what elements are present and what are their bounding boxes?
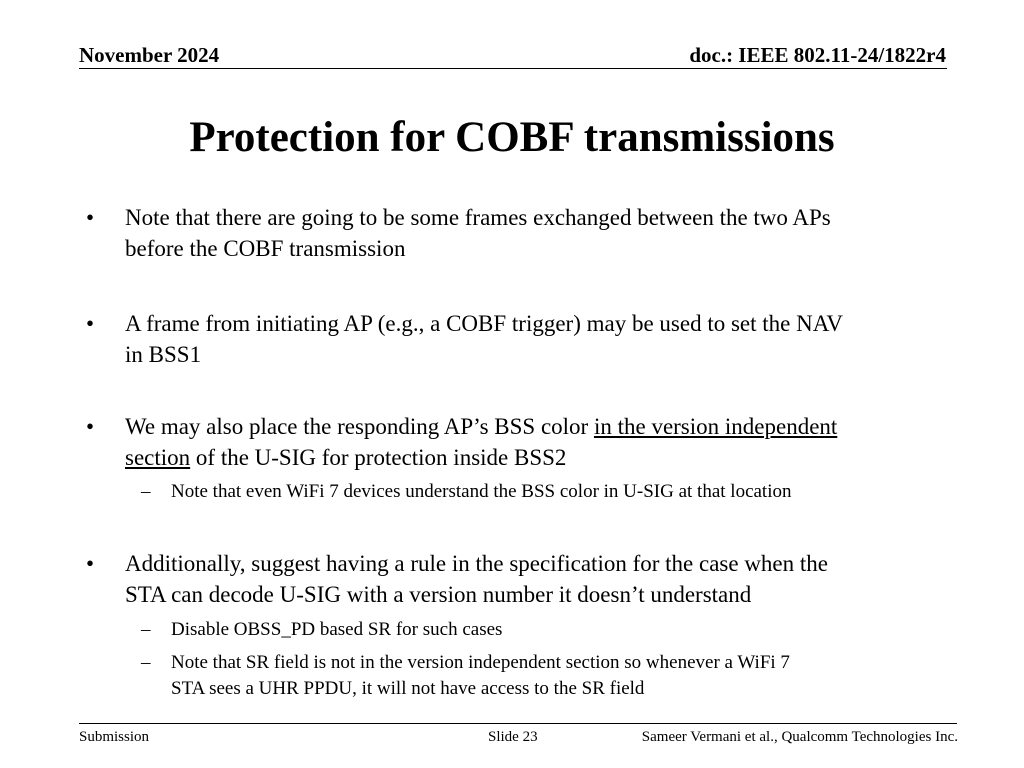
bullet-4-sub-2-line-1: Note that SR field is not in the version independent section so whenever a WiFi 7 <box>171 652 790 673</box>
bullet-4-line-2: STA can decode U-SIG with a version number it doesn’t understand <box>125 582 752 607</box>
sub-bullet-dash: – <box>141 481 151 502</box>
bullet-3-line-1 <box>125 412 837 442</box>
bullet-3-text-end: of the U-SIG for protection inside BSS2 <box>190 445 567 470</box>
bullet-2-line-2: in BSS1 <box>125 342 202 367</box>
slide-title: Protection for COBF transmissions <box>189 114 835 161</box>
bullet-4-sub-2-line-2: STA sees a UHR PPDU, it will not have access to the SR field <box>171 678 645 699</box>
footer-divider <box>79 723 957 724</box>
bullet-4-line-1: Additionally, suggest having a rule in the specification for the case when the <box>125 551 828 576</box>
bullet-marker: • <box>86 205 95 230</box>
bullet-3-text-start: We may also place the responding AP’s BSS color <box>125 414 594 439</box>
bullet-1-line-2: before the COBF transmission <box>125 236 406 261</box>
sub-bullet-dash: – <box>141 619 151 640</box>
bullet-marker: • <box>86 551 95 576</box>
underlined-phrase-part-1: in the version independent <box>593 414 838 439</box>
bullet-2-line-1: A frame from initiating AP (e.g., a COBF trigger) may be used to set the NAV <box>125 311 843 336</box>
bullet-4-sub-1: Disable OBSS_PD based SR for such cases <box>171 619 503 640</box>
footer-author: Sameer Vermani et al., Qualcomm Technologies Inc. <box>641 729 958 745</box>
bullet-1-line-1: Note that there are going to be some frames exchanged between the two APs <box>125 205 831 230</box>
header-doc-id: doc.: IEEE 802.11-24/1822r4 <box>689 43 946 67</box>
underlined-phrase-part-2: section <box>125 445 191 470</box>
bullet-3-line-2 <box>125 443 566 473</box>
bullet-marker: • <box>86 311 95 336</box>
footer-slide-number: Slide 23 <box>488 729 538 745</box>
header-date: November 2024 <box>79 43 220 67</box>
footer-submission: Submission <box>79 729 150 745</box>
bullet-marker: • <box>86 414 95 439</box>
bullet-3-sub-1: Note that even WiFi 7 devices understand the BSS color in U-SIG at that location <box>171 481 792 502</box>
sub-bullet-dash: – <box>141 652 151 673</box>
